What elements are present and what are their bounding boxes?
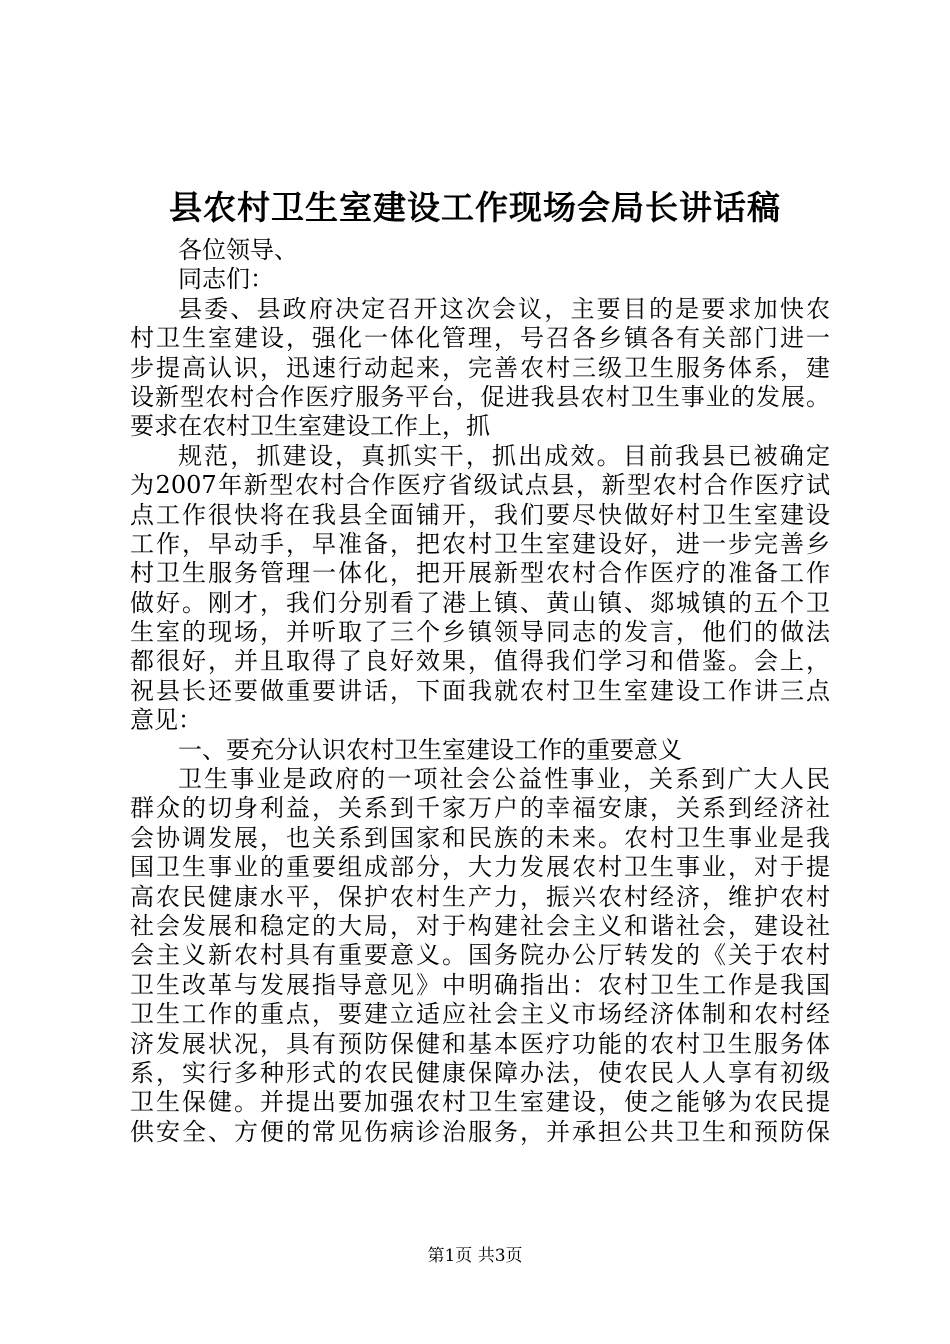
text-line: 都很好，并且取得了良好效果，值得我们学习和借鉴。会上， (130, 647, 830, 676)
text-line: 意见： (130, 706, 202, 735)
text-line: 步提高认识，迅速行动起来，完善农村三级卫生服务体系，建 (130, 353, 830, 382)
text-line: 各位领导、 (178, 236, 298, 264)
text-line: 供安全、方便的常见伤病诊治服务，并承担公共卫生和预防保 (130, 1117, 830, 1146)
document-body (130, 236, 830, 1147)
text-line: 社会发展和稳定的大局，对于构建社会主义和谐社会，建设社 (130, 911, 830, 940)
text-line: 做好。刚才，我们分别看了港上镇、黄山镇、郯城镇的五个卫 (130, 588, 830, 617)
text-line: 点工作很快将在我县全面铺开，我们要尽快做好村卫生室建设 (130, 500, 830, 529)
text-line: 为2007年新型农村合作医疗省级试点县，新型农村合作医疗试 (130, 471, 830, 500)
document-title: 县农村卫生室建设工作现场会局长讲话稿 (169, 188, 781, 227)
text-line: 国卫生事业的重要组成部分，大力发展农村卫生事业，对于提 (130, 853, 830, 882)
text-line: 卫生改革与发展指导意见》中明确指出：农村卫生工作是我国 (130, 970, 830, 999)
text-line: 高农民健康水平，保护农村生产力，振兴农村经济，维护农村 (130, 882, 830, 911)
text-line: 群众的切身利益，关系到千家万户的幸福安康，关系到经济社 (130, 794, 830, 823)
text-line: 生室的现场，并听取了三个乡镇领导同志的发言，他们的做法 (130, 618, 830, 647)
text-line: 工作，早动手，早准备，把农村卫生室建设好，进一步完善乡 (130, 529, 830, 558)
text-line: 卫生保健。并提出要加强农村卫生室建设，使之能够为农民提 (130, 1088, 830, 1117)
page-footer: 第1页 共3页 (427, 1246, 523, 1266)
text-line: 系，实行多种形式的农民健康保障办法，使农民人人享有初级 (130, 1058, 830, 1087)
text-line: 祝县长还要做重要讲话，下面我就农村卫生室建设工作讲三点 (130, 676, 830, 705)
text-line: 要求在农村卫生室建设工作上，抓 (130, 412, 490, 441)
text-line: 村卫生服务管理一体化，把开展新型农村合作医疗的准备工作 (130, 559, 830, 588)
text-line: 一、要充分认识农村卫生室建设工作的重要意义 (178, 735, 682, 764)
text-line: 县委、县政府决定召开这次会议，主要目的是要求加快农 (178, 294, 830, 323)
text-line: 设新型农村合作医疗服务平台，促进我县农村卫生事业的发展。 (130, 382, 830, 411)
text-line: 会协调发展，也关系到国家和民族的未来。农村卫生事业是我 (130, 823, 830, 852)
text-line: 卫生工作的重点，要建立适应社会主义市场经济体制和农村经 (130, 1000, 830, 1029)
text-line: 同志们： (178, 265, 274, 294)
text-line: 济发展状况，具有预防保健和基本医疗功能的农村卫生服务体 (130, 1029, 830, 1058)
text-line: 村卫生室建设，强化一体化管理，号召各乡镇各有关部门进一 (130, 324, 830, 353)
text-line: 会主义新农村具有重要意义。国务院办公厅转发的《关于农村 (130, 941, 830, 970)
text-line: 规范，抓建设，真抓实干，抓出成效。目前我县已被确定 (178, 441, 830, 470)
text-line: 卫生事业是政府的一项社会公益性事业，关系到广大人民 (178, 765, 830, 794)
